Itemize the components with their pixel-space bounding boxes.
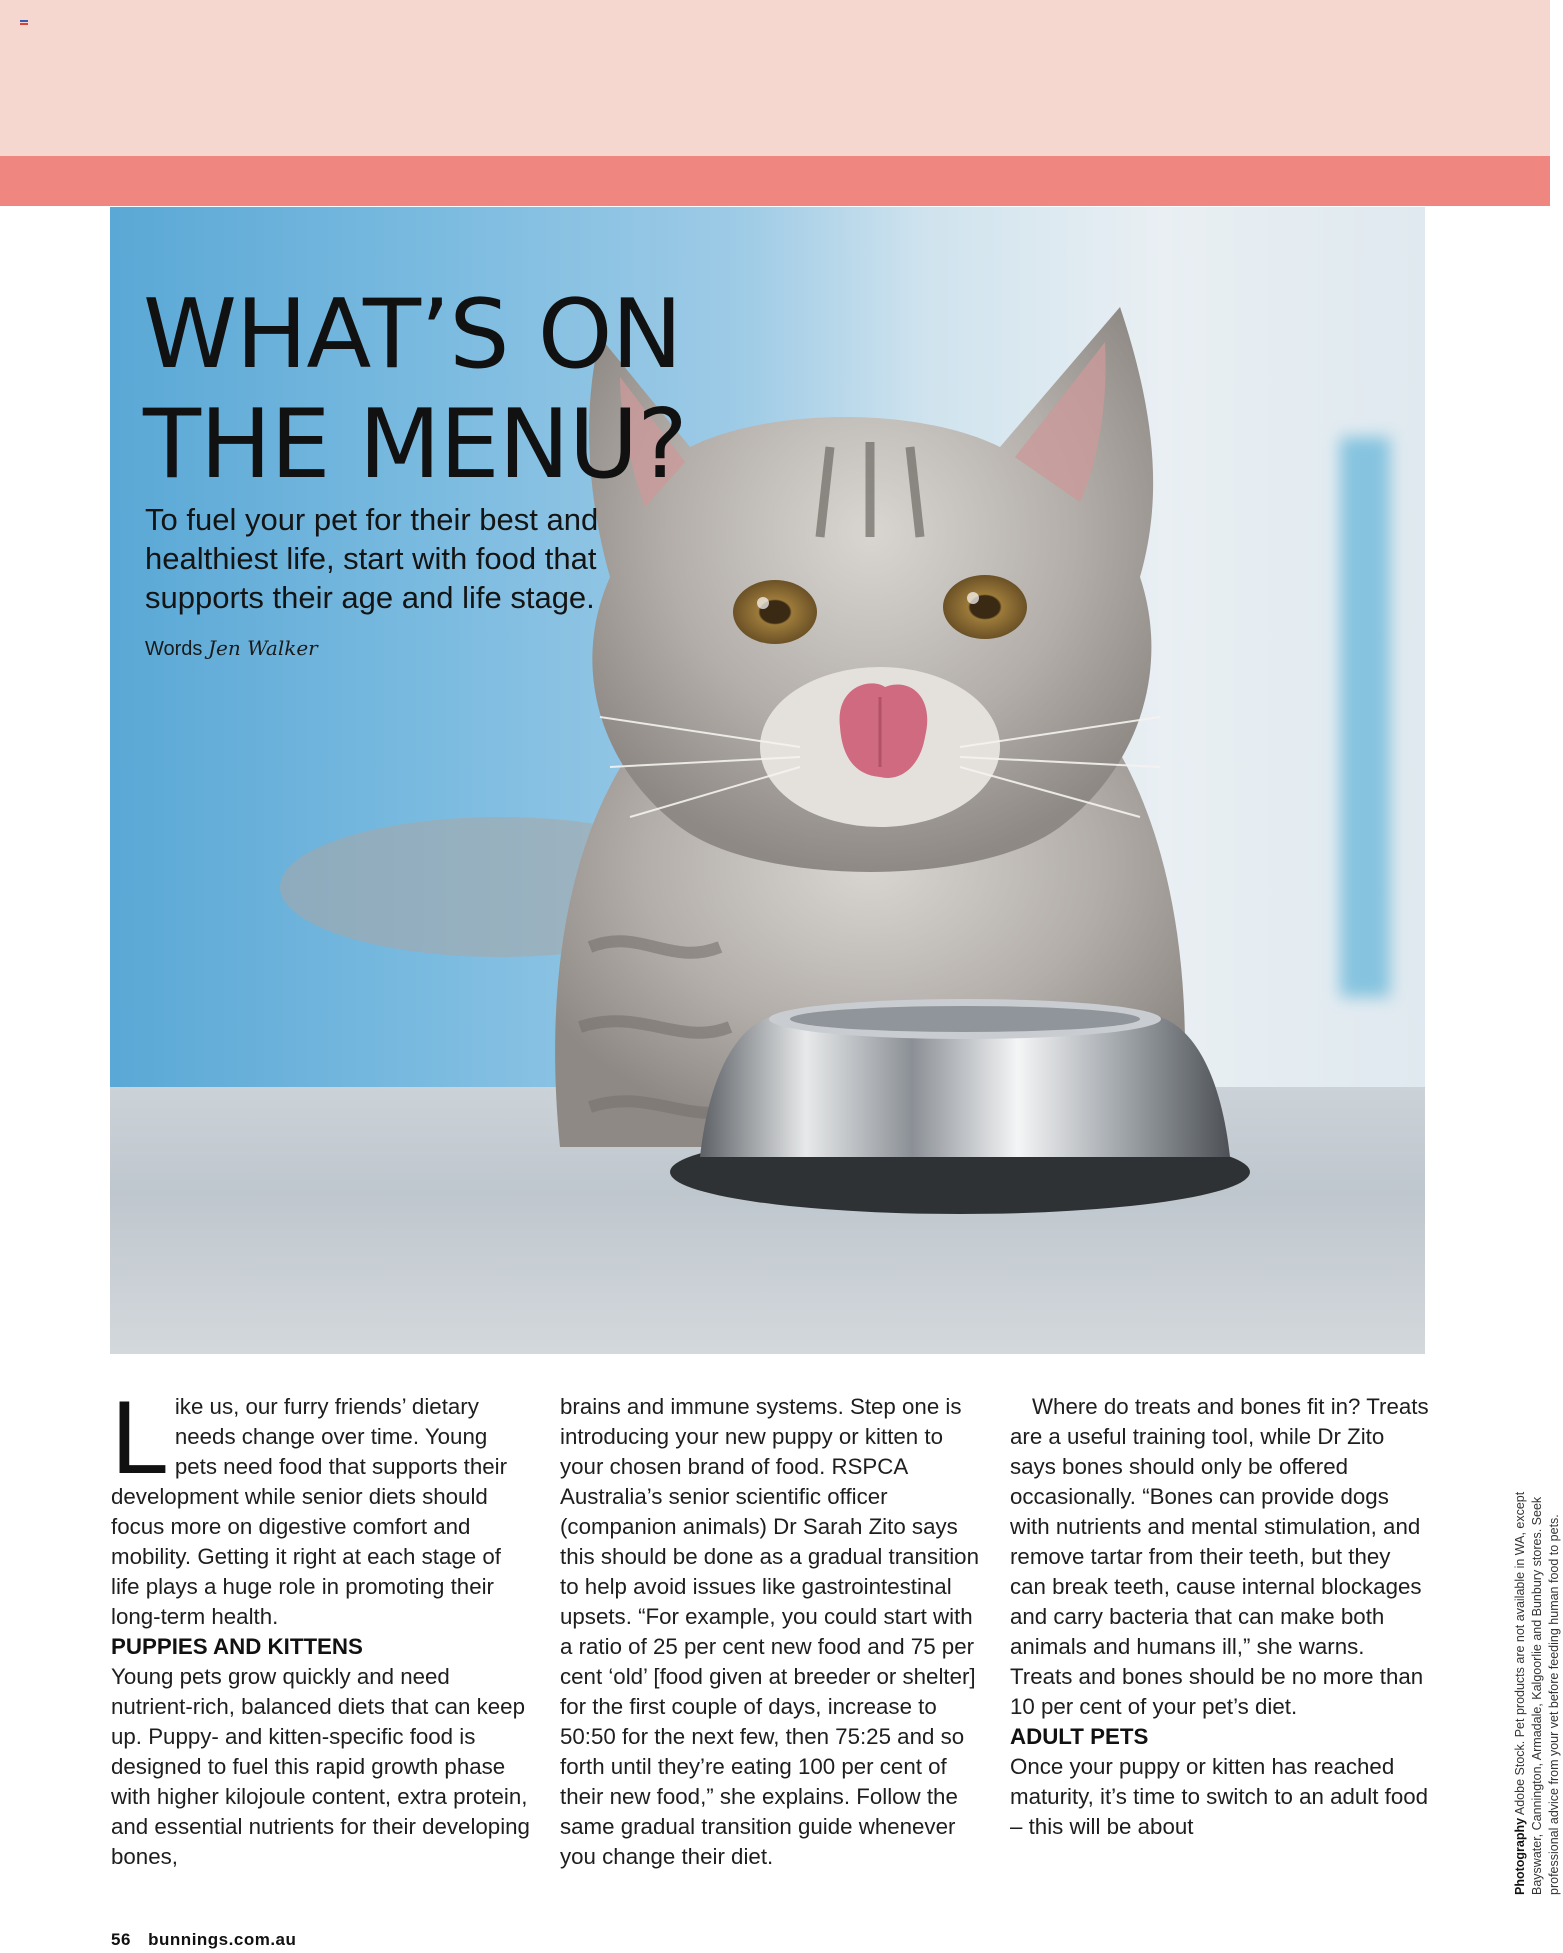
page-footer xyxy=(111,1930,296,1950)
deck xyxy=(145,500,705,617)
credit-label: Photography xyxy=(1513,1817,1527,1895)
hero-photo xyxy=(110,207,1425,1354)
site-link[interactable]: bunnings.com.au xyxy=(148,1930,297,1949)
drop-cap: L xyxy=(111,1380,169,1496)
menu-icon xyxy=(20,20,28,27)
deck-line-2: healthiest life, start with food that xyxy=(145,541,597,576)
transition-paragraph: brains and immune systems. Step one is introducing your new puppy or kitten to your chosen brand of food. RSPCA Australia’s senior scientific officer (companion animals) Dr Sarah Zito says this should be done as a gradual transition to help avoid issues like gastrointestinal upsets. “For example, you could start with a ratio of 25 per cent new food and 75 per cent ‘old’ [food given at breeder or shelter] for the first couple of days, increase to 50:50 for the next few, then 75:25 and so forth until they’re eating 100 per cent of their new food,” she explains. Follow the same gradual transition guide whenever you change their diet. xyxy=(560,1394,979,1869)
title-line-2: THE MENU? xyxy=(143,390,687,500)
body-column-2 xyxy=(560,1392,980,1872)
body-column-3 xyxy=(1010,1392,1430,1842)
credit-text: Adobe Stock. Pet products are not available in WA, except Bayswater, Cannington, Armadale, Kalgoorlie and Bunbury stores. Seek professional advice from your vet before feeding human food to pets. xyxy=(1513,1491,1561,1895)
page-title xyxy=(143,280,743,500)
deck-line-1: To fuel your pet for their best and xyxy=(145,502,599,537)
treats-paragraph: Where do treats and bones fit in? Treats are a useful training tool, while Dr Zito says bones should only be offered occasionally. “Bones can provide dogs with nutrients and mental stimulation, and remove tartar from their teeth, but they can break teeth, cause internal blockages and carry bacteria that can make both animals and humans ill,” she warns. Treats and bones should be no more than 10 per cent of your pet’s diet. xyxy=(1010,1394,1429,1719)
page-number: 56 xyxy=(111,1930,131,1949)
top-color-band xyxy=(0,0,1550,156)
body-column-1 xyxy=(111,1380,531,1872)
accent-stripe xyxy=(0,156,1550,206)
wall-highlight xyxy=(1340,437,1390,997)
byline-author: Jen Walker xyxy=(207,636,318,660)
photo-credit xyxy=(1512,1475,1563,1895)
title-line-1: WHAT’S ON xyxy=(143,280,682,390)
deck-line-3: supports their age and life stage. xyxy=(145,580,595,615)
subhead-puppies-kittens: PUPPIES AND KITTENS xyxy=(111,1634,363,1659)
adult-paragraph: Once your puppy or kitten has reached maturity, it’s time to switch to an adult food – this will be about xyxy=(1010,1754,1429,1839)
intro-paragraph xyxy=(111,1380,531,1632)
byline-label: Words xyxy=(145,638,203,660)
subhead-adult-pets: ADULT PETS xyxy=(1010,1724,1149,1749)
puppies-paragraph: Young pets grow quickly and need nutrient-rich, balanced diets that can keep up. Puppy- and kitten-specific food is designed to fuel this rapid growth phase with higher kilojoule content, extra protein, and essential nutrients for their developing bones, xyxy=(111,1664,530,1869)
intro-text: ike us, our furry friends’ dietary needs change over time. Young pets need food that supports their development while senior diets should focus more on digestive comfort and mobility. Getting it right at each stage of life plays a huge role in promoting their long-term health. xyxy=(111,1394,508,1629)
byline xyxy=(145,636,318,661)
